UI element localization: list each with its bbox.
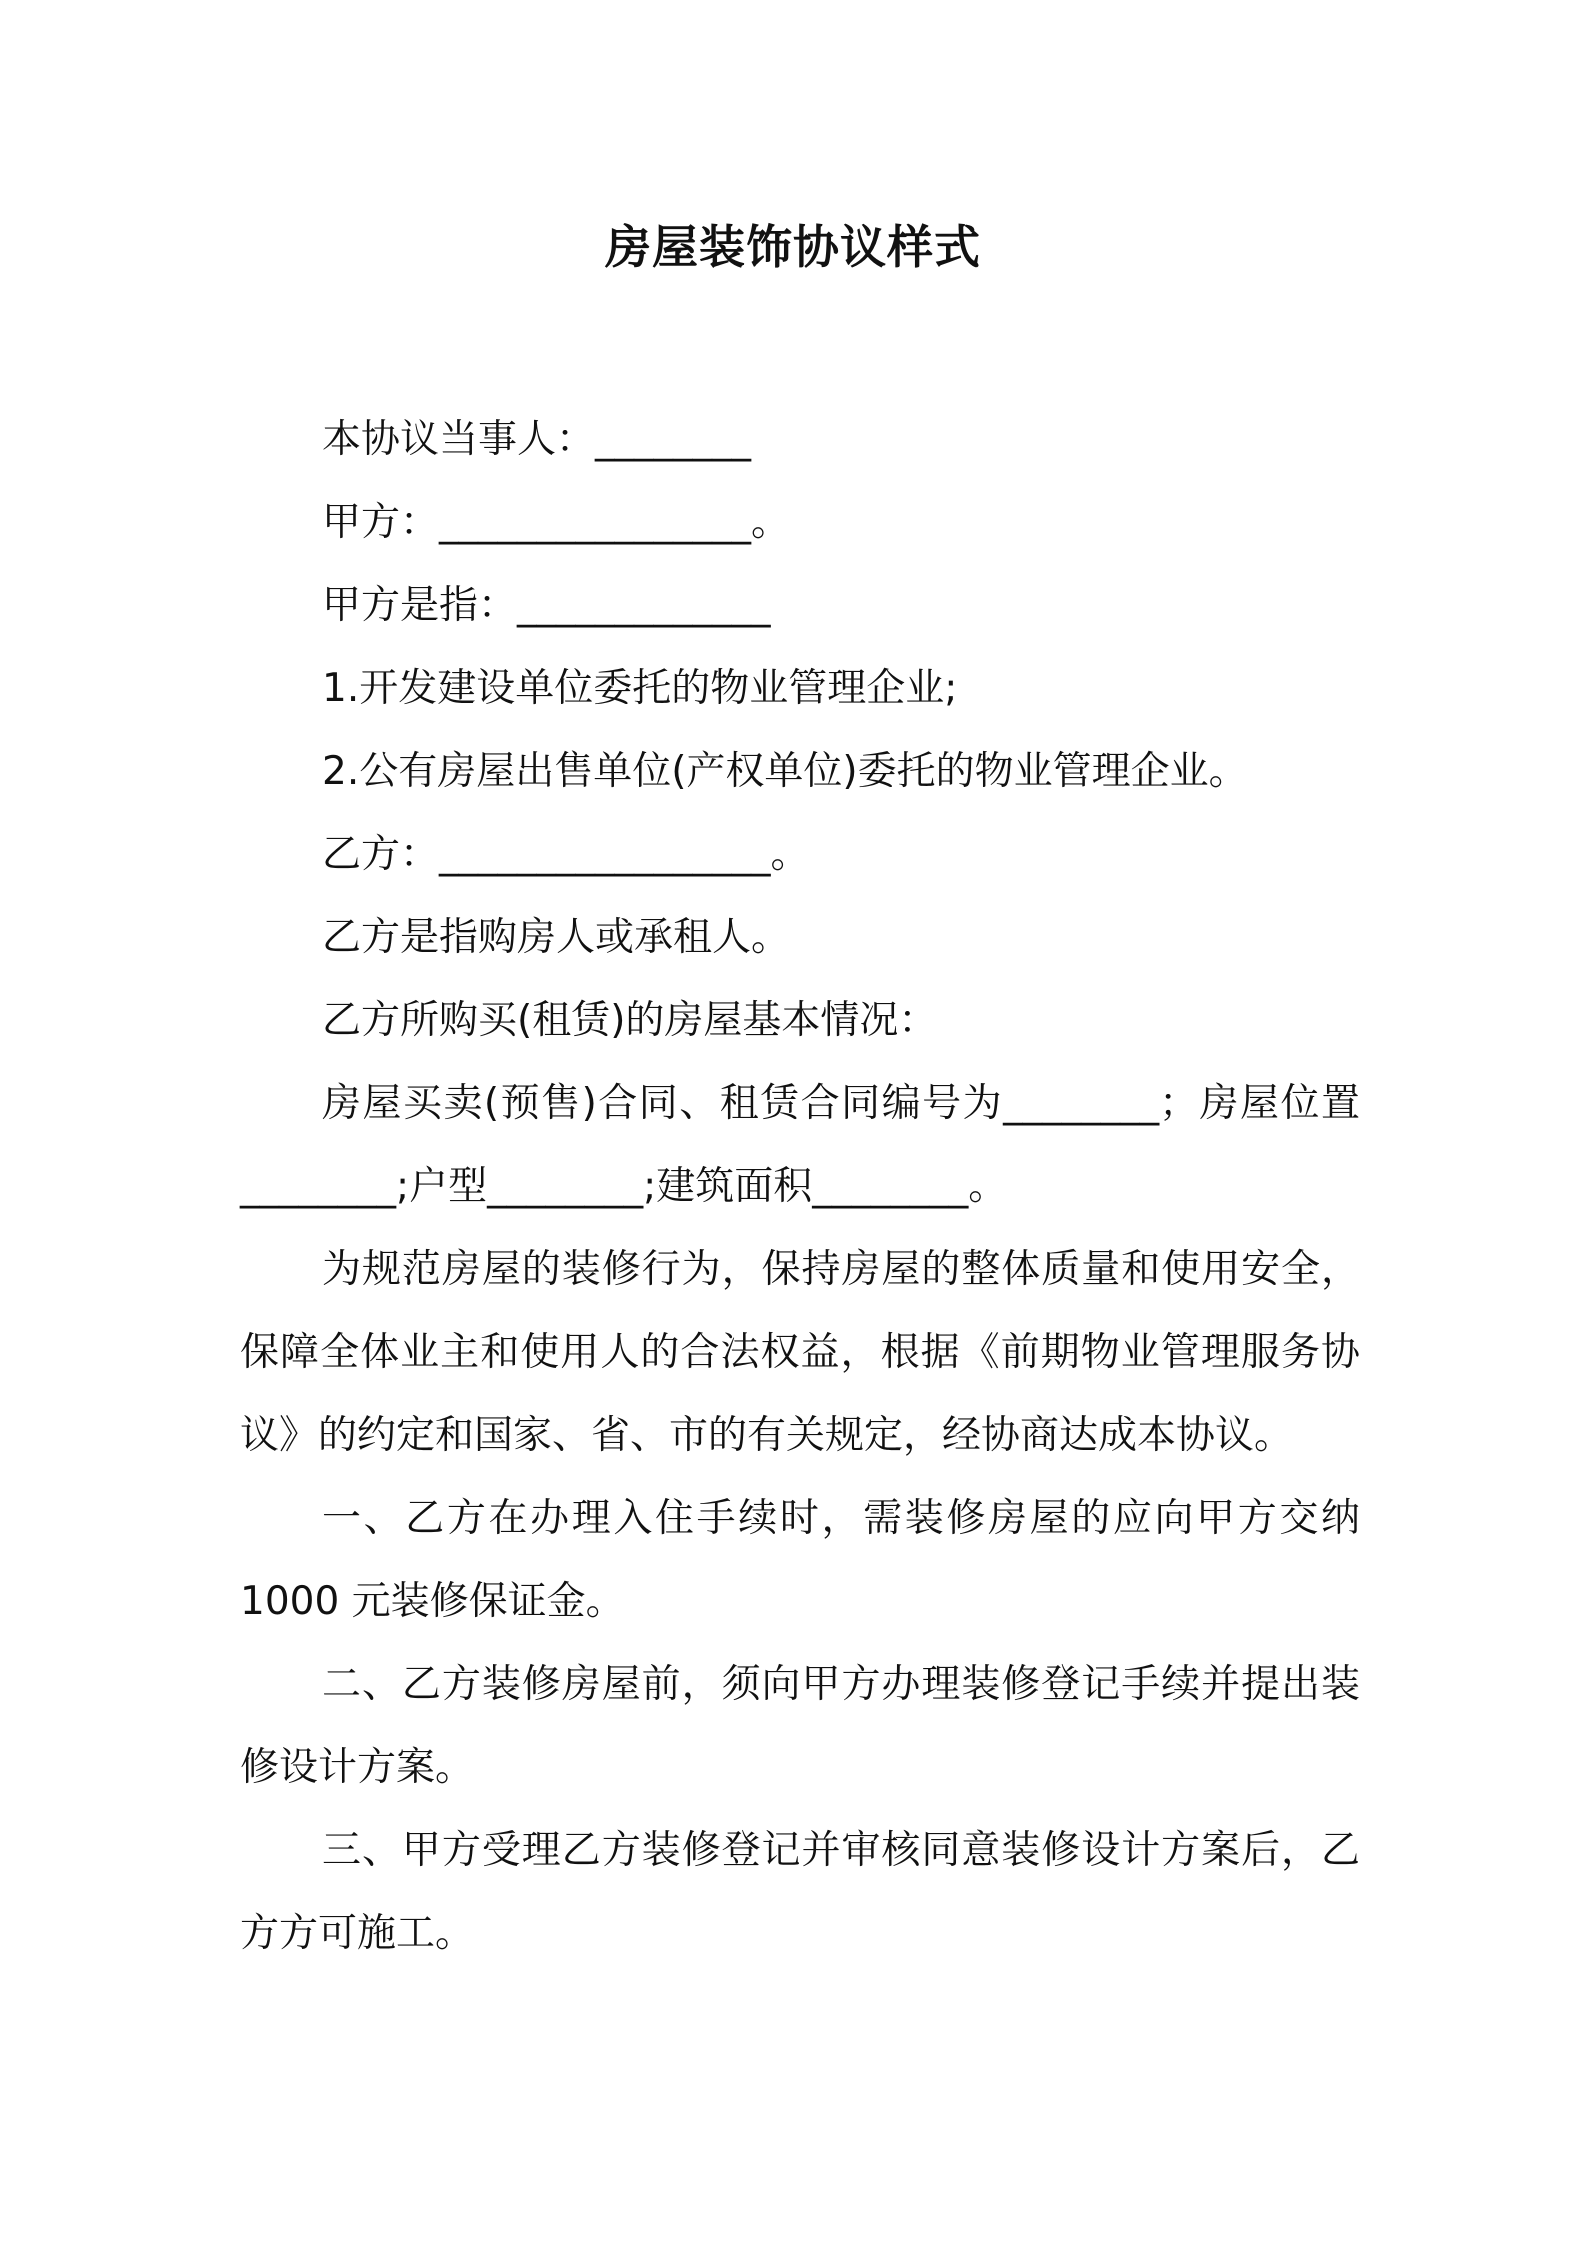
purpose-paragraph: 为规范房屋的装修行为，保持房屋的整体质量和使用安全，保障全体业主和使用人的合法权益，根据《前期物业管理服务协议》的约定和国家、省、市的有关规定，经协商达成本协议。 [240, 1247, 1360, 1458]
parties-line: 本协议当事人：________ [322, 417, 752, 462]
property-info-paragraph: 房屋买卖(预售)合同、租赁合同编号为________；房屋位置________;户型________;建筑面积________。 [240, 1081, 1360, 1209]
party-a-item-1: 1.开发建设单位委托的物业管理企业; [322, 666, 958, 711]
clause-2: 二、乙方装修房屋前，须向甲方办理装修登记手续并提出装修设计方案。 [240, 1662, 1360, 1790]
property-info-heading: 乙方所购买(租赁)的房屋基本情况： [322, 998, 938, 1043]
party-a-definition: 甲方是指：_____________ [322, 583, 771, 628]
party-b-definition: 乙方是指购房人或承租人。 [322, 915, 791, 960]
party-a-item-2: 2.公有房屋出售单位(产权单位)委托的物业管理企业。 [322, 749, 1248, 794]
document-body [240, 398, 1360, 1975]
party-a-line: 甲方：________________。 [322, 500, 791, 545]
document-title: 房屋装饰协议样式 [605, 220, 981, 274]
clause-3: 三、甲方受理乙方装修登记并审核同意装修设计方案后，乙方方可施工。 [240, 1828, 1360, 1956]
party-b-line: 乙方：_________________。 [322, 832, 810, 877]
clause-1: 一、乙方在办理入住手续时，需装修房屋的应向甲方交纳1000 元装修保证金。 [240, 1496, 1360, 1624]
